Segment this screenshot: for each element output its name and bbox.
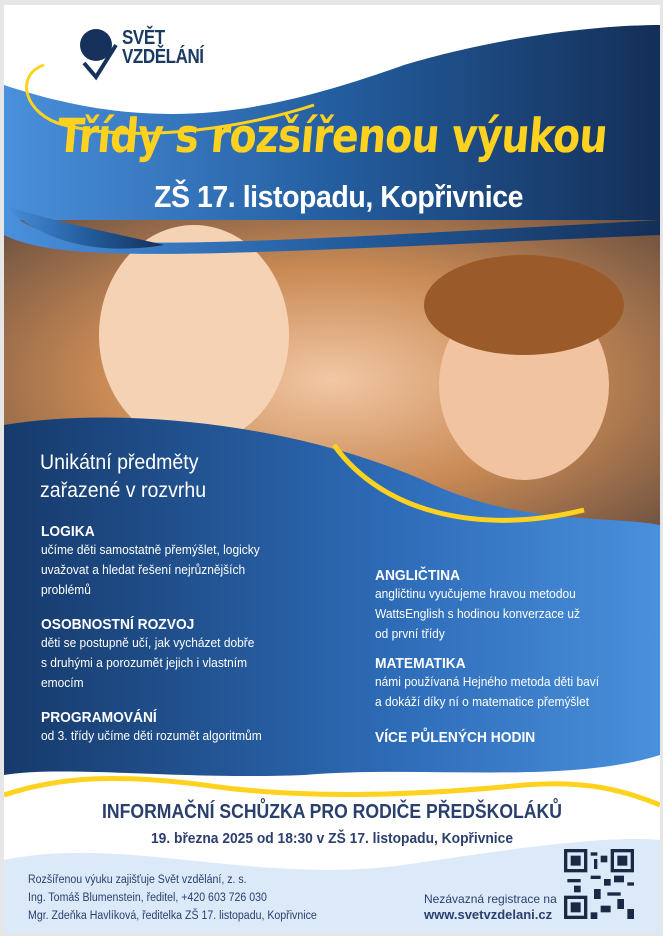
subject-desc: s druhými a porozumět jejich i vlastním (41, 655, 248, 670)
registration-label: Nezávazná registrace na (424, 892, 557, 906)
page-title: Třídy s rozšířenou výukou (54, 109, 610, 164)
subject-desc: emocím (41, 675, 84, 690)
subject-desc: WattsEnglish s hodinou konverzace už (375, 606, 580, 621)
subject-desc: problémů (41, 582, 91, 597)
subject-title: VÍCE PŮLENÝCH HODIN (375, 729, 536, 746)
subject-title: MATEMATIKA (375, 655, 466, 672)
meeting-title: INFORMAČNÍ SCHŮZKA PRO RODIČE PŘEDŠKOLÁKŮ (102, 801, 562, 823)
subject-title: LOGIKA (41, 523, 95, 540)
subject-desc: námi používaná Hejného metoda děti baví (375, 674, 600, 689)
subject-desc: učíme děti samostatně přemýšlet, logicky (41, 542, 260, 557)
qr-code-icon[interactable] (564, 849, 634, 919)
subject-title: ANGLIČTINA (375, 567, 461, 584)
subject-desc: uvažovat a hledat řešení nejrůznějších (41, 562, 246, 577)
subject-desc: děti se postupně učí, jak vycházet dobře (41, 635, 255, 650)
subject-anglictina (375, 567, 660, 644)
footer-line: Mgr. Zdeňka Havlíková, ředitelka ZŠ 17. listopadu, Kopřivnice (28, 910, 317, 922)
registration (424, 891, 564, 923)
unique-subjects-heading (40, 449, 206, 505)
heading-line: zařazené v rozvrhu (40, 479, 207, 502)
footer-line: Rozšířenou výuku zajišťuje Svět vzdělání, z. s. (28, 874, 247, 886)
meeting-date: 19. března 2025 od 18:30 v ZŠ 17. listopadu, Kopřivnice (150, 830, 513, 847)
logo-line1: SVĚT (122, 27, 165, 49)
subject-desc: a dokáží díky ní o matematice přemýšlet (375, 694, 590, 709)
subject-vice-pulenych-hodin (375, 729, 660, 746)
subject-desc: angličtinu vyučujeme hravou metodou (375, 586, 576, 601)
footer-contacts (28, 871, 317, 925)
subject-programovani (41, 709, 341, 746)
logo (122, 29, 204, 67)
footer-line: Ing. Tomáš Blumenstein, ředitel, +420 603 726 030 (28, 892, 267, 904)
logo-line2: VZDĚLÁNÍ (122, 46, 204, 68)
poster (4, 5, 660, 933)
logo-globe-icon (80, 29, 116, 77)
subject-matematika (375, 655, 660, 712)
subject-osobnostni-rozvoj (41, 616, 341, 693)
subject-desc: od první třídy (375, 626, 445, 641)
page-subtitle: ZŠ 17. listopadu, Kopřivnice (154, 179, 524, 214)
heading-line: Unikátní předměty (40, 451, 199, 474)
subject-logika (41, 523, 341, 600)
registration-link[interactable]: www.svetvzdelani.cz (424, 907, 553, 922)
subject-title: PROGRAMOVÁNÍ (41, 709, 157, 726)
subject-title: OSOBNOSTNÍ ROZVOJ (41, 616, 195, 633)
subject-desc: od 3. třídy učíme děti rozumět algoritmům (41, 728, 262, 743)
